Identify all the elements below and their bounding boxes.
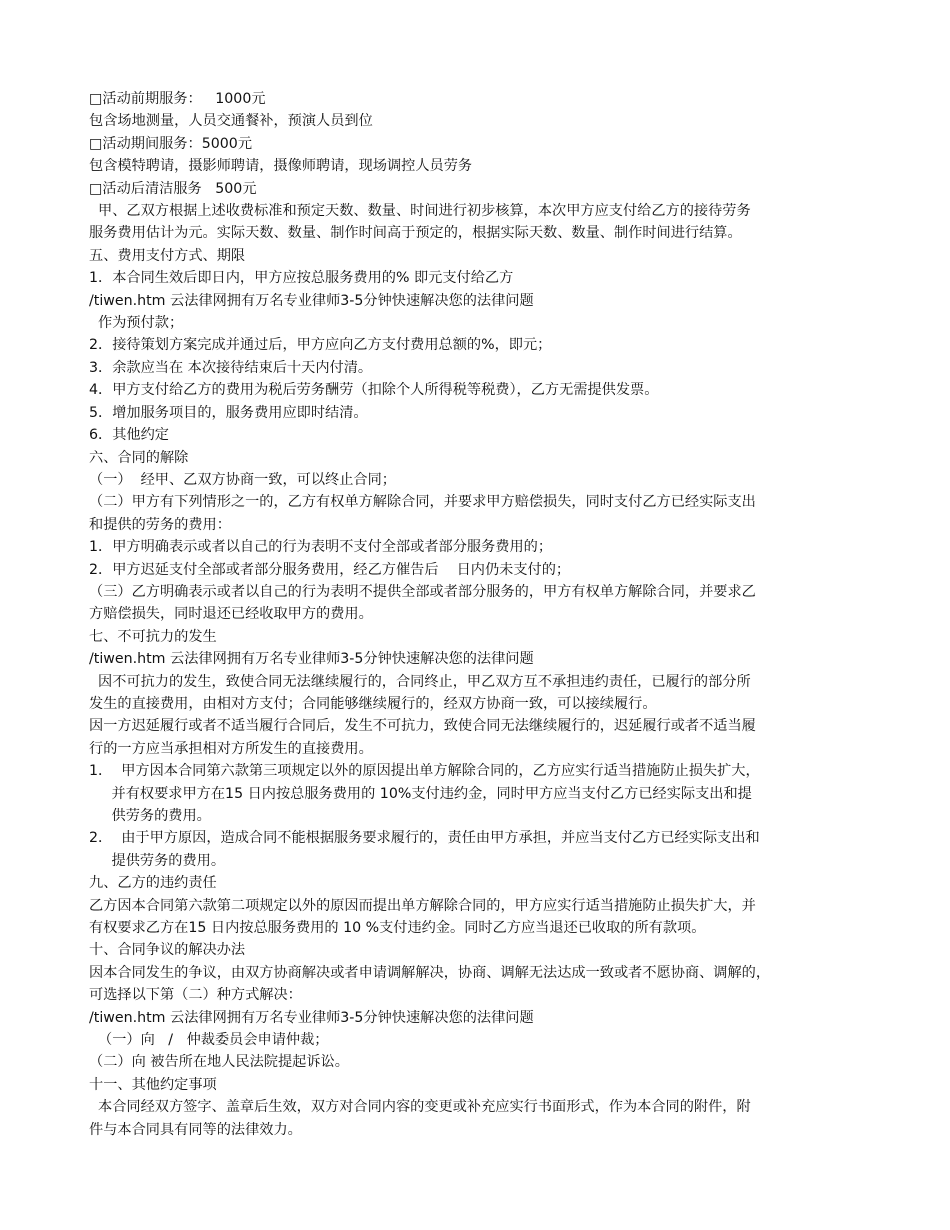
- section-heading-6: 六、合同的解除: [89, 449, 189, 466]
- termination-item-1: （一） 经甲、乙双方协商一致，可以终止合同；: [89, 471, 396, 488]
- liability-item-2-line-1: 2． 由于甲方原因，造成合同不能根据服务要求履行的，责任由甲方承担，并应当支付乙方已经实际支出和: [89, 830, 760, 847]
- other-terms-line-1: 本合同经双方签字、盖章后生效，双方对合同内容的变更或补充应实行书面形式，作为本合同的附件，附: [89, 1099, 751, 1116]
- payment-item-2: 2．接待策划方案完成并通过后，甲方应向乙方支付费用总额的%，即元；: [89, 337, 552, 354]
- force-majeure-line-2: 发生的直接费用，由相对方支付；合同能够继续履行的，经双方协商一致，可以接续履行。: [89, 695, 657, 712]
- payment-item-3: 3．余款应当在 本次接待结束后十天内付清。: [89, 359, 373, 376]
- dispute-line-2: 可选择以下第（二）种方式解决：: [89, 987, 302, 1004]
- termination-item-3-line-1: （三）乙方明确表示或者以自己的行为表明不提供全部或者部分服务的，甲方有权单方解除合同，并要求乙: [89, 583, 756, 600]
- fee-estimate-line-1: 甲、乙双方根据上述收费标准和预定天数、数量、时间进行初步核算，本次甲方应支付给乙方的接待劳务: [89, 203, 751, 220]
- service-during-event-detail: 包含模特聘请，摄影师聘请，摄像师聘请，现场调控人员劳务: [89, 158, 473, 175]
- service-during-event: □活动期间服务：5000元: [89, 135, 253, 152]
- promo-line-2: /tiwen.htm 云法律网拥有万名专业律师3-5分钟快速解决您的法律问题: [89, 651, 534, 668]
- dispute-option-1: （一）向 / 仲裁委员会申请仲裁；: [89, 1032, 329, 1049]
- force-majeure-line-4: 行的一方应当承担相对方所发生的直接费用。: [89, 740, 373, 757]
- service-post-event: □活动后清洁服务 500元: [89, 180, 257, 197]
- dispute-line-1: 因本合同发生的争议，由双方协商解决或者申请调解解决，协商、调解无法达成一致或者不愿协商、调解的，: [89, 964, 771, 981]
- termination-sub-2: 2．甲方迟延支付全部或者部分服务费用，经乙方催告后 日内仍未支付的；: [89, 561, 571, 578]
- liability-item-1-line-3: 供劳务的费用。: [89, 808, 211, 824]
- contract-text: [89, 88, 869, 1141]
- service-pre-event: □活动前期服务： 1000元: [89, 91, 266, 107]
- termination-item-2-line-1: （二）甲方有下列情形之一的，乙方有权单方解除合同，并要求甲方赔偿损失，同时支付乙方已经实际支出: [89, 494, 756, 511]
- party-b-liability-line-1: 乙方因本合同第六款第二项规定以外的原因而提出单方解除合同的，甲方应实行适当措施防止损失扩大，并: [89, 897, 756, 914]
- termination-item-3-line-2: 方赔偿损失，同时退还已经收取甲方的费用。: [89, 606, 373, 623]
- payment-item-1-cont: 作为预付款；: [89, 315, 184, 332]
- dispute-option-2: （二）向 被告所在地人民法院提起诉讼。: [89, 1054, 349, 1071]
- service-pre-event-detail: 包含场地测量，人员交通餐补，预演人员到位: [89, 113, 373, 130]
- force-majeure-line-1: 因不可抗力的发生，致使合同无法继续履行的，合同终止，甲乙双方互不承担违约责任，已履行的部分所: [89, 673, 751, 690]
- section-heading-11: 十一、其他约定事项: [89, 1076, 217, 1093]
- payment-item-6: 6．其他约定: [89, 427, 169, 444]
- fee-estimate-line-2: 服务费用估计为元。实际天数、数量、制作时间高于预定的，根据实际天数、数量、制作时间进行结算。: [89, 225, 742, 242]
- section-heading-9: 九、乙方的违约责任: [89, 875, 217, 892]
- liability-item-2-line-2: 提供劳务的费用。: [89, 852, 226, 869]
- payment-item-5: 5．增加服务项目的，服务费用应即时结清。: [89, 404, 368, 421]
- termination-sub-1: 1．甲方明确表示或者以自己的行为表明不支付全部或者部分服务费用的；: [89, 539, 553, 556]
- section-heading-10: 十、合同争议的解决办法: [89, 942, 246, 959]
- party-b-liability-line-2: 有权要求乙方在15 日内按总服务费用的 10 %支付违约金。同时乙方应当退还已收取的所有款项。: [89, 920, 706, 937]
- termination-item-2-line-2: 和提供的劳务的费用：: [89, 516, 231, 533]
- liability-item-1-line-2: 并有权要求甲方在15 日内按总服务费用的 10%支付违约金，同时甲方应当支付乙方已经实际支出和提: [89, 785, 752, 802]
- promo-line-3: /tiwen.htm 云法律网拥有万名专业律师3-5分钟快速解决您的法律问题: [89, 1009, 534, 1026]
- section-heading-7: 七、不可抗力的发生: [89, 628, 217, 645]
- other-terms-line-2: 件与本合同具有同等的法律效力。: [89, 1121, 302, 1138]
- section-heading-5: 五、费用支付方式、期限: [89, 247, 246, 264]
- payment-item-4: 4．甲方支付给乙方的费用为税后劳务酬劳（扣除个人所得税等税费），乙方无需提供发票。: [89, 382, 659, 399]
- force-majeure-line-3: 因一方迟延履行或者不适当履行合同后，发生不可抗力，致使合同无法继续履行的，迟延履行或者不适当履: [89, 718, 756, 735]
- payment-item-1: 1．本合同生效后即日内，甲方应按总服务费用的% 即元支付给乙方: [89, 270, 514, 287]
- promo-line-1: /tiwen.htm 云法律网拥有万名专业律师3-5分钟快速解决您的法律问题: [89, 292, 534, 309]
- liability-item-1-line-1: 1． 甲方因本合同第六款第三项规定以外的原因提出单方解除合同的，乙方应实行适当措施防止损失扩大，: [89, 763, 760, 780]
